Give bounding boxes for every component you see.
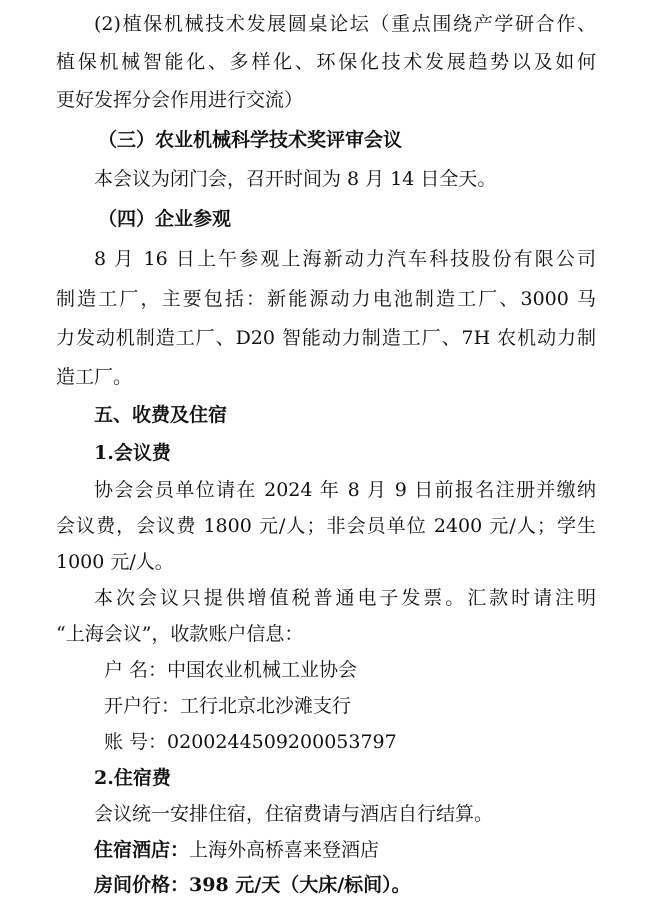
- price-label: 房间价格：: [94, 874, 190, 896]
- visit-line-2: 制造工厂，主要包括：新能源动力电池制造工厂、3000 马: [56, 288, 596, 310]
- hotel-label: 住宿酒店：: [94, 839, 190, 861]
- forum-item-line-2: 植保机械智能化、多样化、环保化技术发展趋势以及如何: [56, 51, 596, 73]
- visit-line-1: 8 月 16 日上午参观上海新动力汽车科技股份有限公司: [94, 248, 596, 270]
- hotel-line: [94, 838, 596, 862]
- section-heading-4: （四）企业参观: [98, 208, 232, 230]
- visit-line-4: 造工厂。: [56, 366, 133, 388]
- section-heading-3: （三）农业机械科学技术奖评审会议: [98, 129, 403, 151]
- invoice-line-2: “上海会议”，收款账户信息：: [56, 623, 304, 645]
- hotel-value: 上海外高桥喜来登酒店: [189, 839, 380, 861]
- account-number: 账 号：0200244509200053797: [104, 731, 397, 753]
- invoice-line-1: 本次会议只提供增值税普通电子发票。汇款时请注明: [94, 587, 596, 609]
- price-value: 398 元/天（大床/标间）。: [189, 874, 411, 896]
- subheading-meeting-fee: 1.会议费: [94, 442, 171, 464]
- account-bank: 开户行：工行北京北沙滩支行: [104, 695, 352, 717]
- visit-line-3: 力发动机制造工厂、D20 智能动力制造工厂、7H 农机动力制: [56, 327, 596, 349]
- forum-item-line-1: (2)植保机械技术发展圆桌论坛（重点围绕产学研合作、: [94, 13, 596, 35]
- account-name: 户 名：中国农业机械工业协会: [104, 659, 358, 681]
- fee-line-3: 1000 元/人。: [56, 551, 174, 573]
- price-line: [94, 873, 596, 897]
- subheading-lodging-fee: 2.住宿费: [94, 767, 171, 789]
- section-heading-5: 五、收费及住宿: [94, 404, 228, 426]
- forum-item-line-3: 更好发挥分会作用进行交流）: [56, 89, 304, 111]
- lodging-note: 会议统一安排住宿，住宿费请与酒店自行结算。: [94, 803, 494, 825]
- fee-line-1: 协会会员单位请在 2024 年 8 月 9 日前报名注册并缴纳: [94, 479, 596, 501]
- meeting-closed-note: 本会议为闭门会，召开时间为 8 月 14 日全天。: [94, 168, 497, 190]
- fee-line-2: 会议费，会议费 1800 元/人；非会员单位 2400 元/人；学生: [56, 515, 596, 537]
